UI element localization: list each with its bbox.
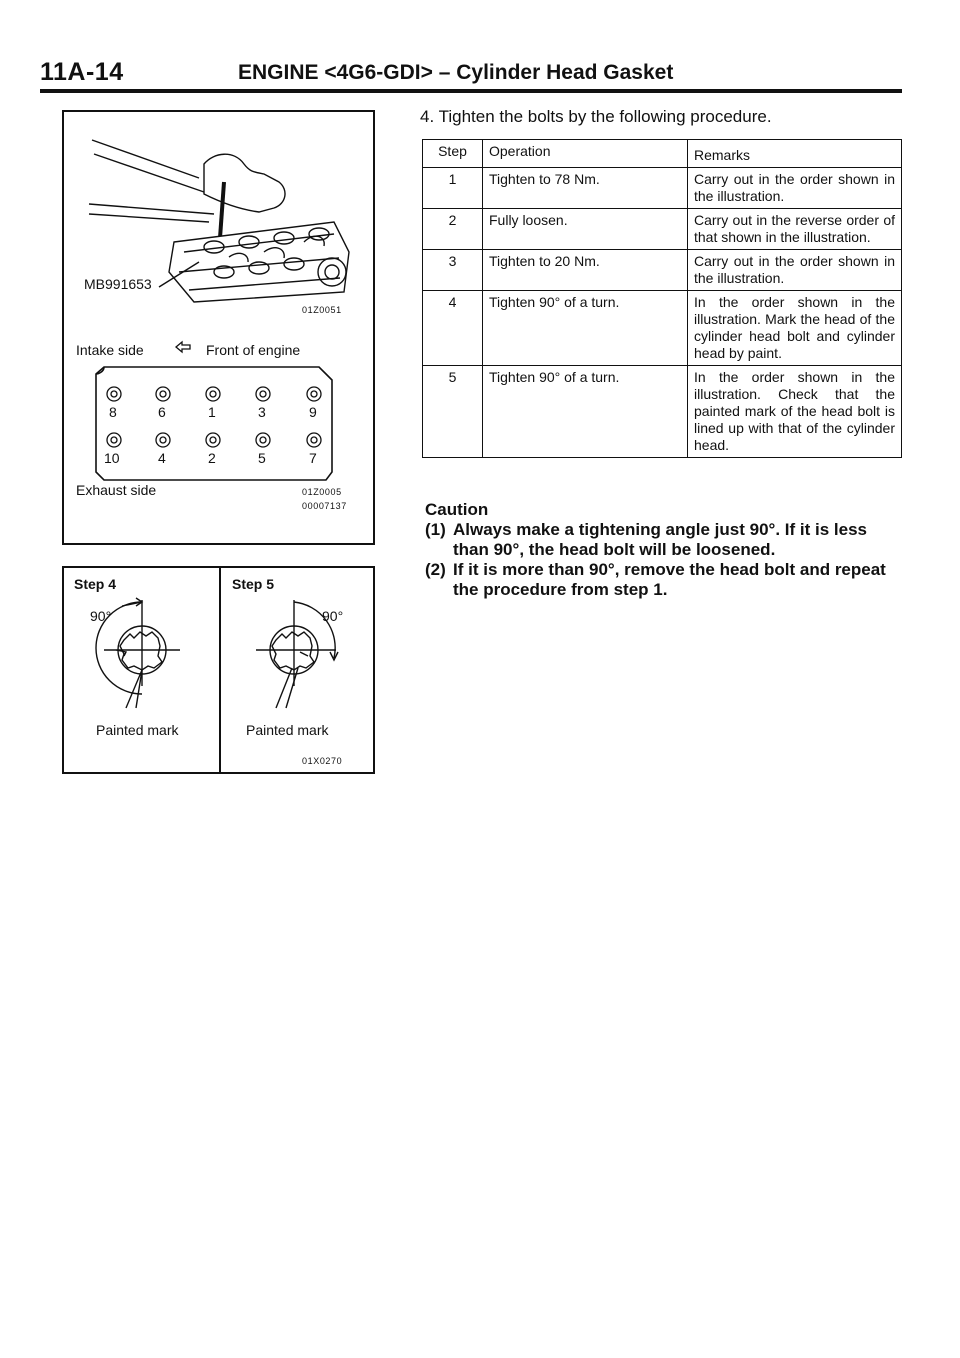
caution-item: [425, 560, 905, 600]
column-header-operation: Operation: [483, 140, 688, 168]
remarks-cell: Carry out in the order shown in the illustration.: [688, 250, 902, 291]
bolt-number: 10: [104, 450, 120, 466]
step-cell: 4: [423, 291, 483, 366]
procedure-table: [422, 139, 902, 458]
page-number: 11A-14: [40, 58, 124, 86]
page-header: [40, 58, 902, 92]
caution-item-number: (1): [425, 520, 446, 539]
figure-code-bottom: 00007137: [302, 501, 347, 511]
figure-code-top: 01Z0051: [302, 305, 342, 315]
column-header-step: Step: [423, 140, 483, 168]
step-cell: 1: [423, 168, 483, 209]
painted-mark-label-left: Painted mark: [96, 722, 179, 738]
figure-code-mid: 01Z0005: [302, 487, 342, 497]
bolt-number: 6: [158, 404, 166, 420]
caution-heading: Caution: [425, 500, 489, 519]
bolt-number: 9: [309, 404, 317, 420]
bolt-number: 1: [208, 404, 216, 420]
operation-cell: Tighten 90° of a turn.: [483, 291, 688, 366]
caution-item-text: If it is more than 90°, remove the head bolt and repeat the procedure from step 1.: [453, 560, 886, 599]
bolt-number: 2: [208, 450, 216, 466]
step-4-label: Step 4: [74, 576, 117, 592]
remarks-cell: Carry out in the reverse order of that shown in the illustration.: [688, 209, 902, 250]
step-cell: 3: [423, 250, 483, 291]
table-row: [423, 366, 902, 458]
remarks-cell: In the order shown in the illustration. Check that the painted mark of the head bolt is lined up with that of the cylinder head.: [688, 366, 902, 458]
intake-side-label: Intake side: [76, 342, 144, 358]
caution-item-text: Always make a tightening angle just 90°. If it is less than 90°, the head bolt will be loosened.: [453, 520, 867, 559]
exhaust-side-label: Exhaust side: [76, 482, 157, 498]
bolt-number: 4: [158, 450, 166, 466]
table-row: [423, 209, 902, 250]
column-header-remarks: Remarks: [688, 140, 902, 168]
bolt-number: 5: [258, 450, 266, 466]
caution-item-number: (2): [425, 560, 446, 579]
bolt-number: 7: [309, 450, 317, 466]
operation-cell: Tighten 90° of a turn.: [483, 366, 688, 458]
painted-mark-label-right: Painted mark: [246, 722, 329, 738]
page-title: ENGINE <4G6-GDI> – Cylinder Head Gasket: [238, 61, 674, 84]
figure-code: 01X0270: [302, 756, 343, 766]
tightening-angle-illustration: [64, 568, 373, 772]
operation-cell: Tighten to 20 Nm.: [483, 250, 688, 291]
front-of-engine-label: Front of engine: [206, 342, 301, 358]
remarks-cell: Carry out in the order shown in the illustration.: [688, 168, 902, 209]
step-5-label: Step 5: [232, 576, 275, 592]
angle-label-left: 90°: [90, 608, 112, 624]
tool-label: MB991653: [84, 276, 152, 292]
table-row: [423, 291, 902, 366]
operation-cell: Tighten to 78 Nm.: [483, 168, 688, 209]
remarks-cell: In the order shown in the illustration. Mark the head of the cylinder head bolt and cylinder head by paint.: [688, 291, 902, 366]
angle-label-right: 90°: [322, 608, 344, 624]
caution-item: [425, 520, 905, 560]
bolt-number: 8: [109, 404, 117, 420]
step-cell: 2: [423, 209, 483, 250]
table-row: [423, 250, 902, 291]
step-cell: 5: [423, 366, 483, 458]
table-header-row: [423, 140, 902, 168]
header-rule: [40, 89, 902, 93]
bolt-number: 3: [258, 404, 266, 420]
cylinder-head-illustration: [64, 112, 373, 543]
cylinder-head-figure: [62, 110, 375, 545]
caution-block: [425, 500, 905, 600]
table-row: [423, 168, 902, 209]
procedure-intro: 4. Tighten the bolts by the following procedure.: [420, 107, 772, 126]
operation-cell: Fully loosen.: [483, 209, 688, 250]
tightening-angle-figure: [62, 566, 375, 774]
